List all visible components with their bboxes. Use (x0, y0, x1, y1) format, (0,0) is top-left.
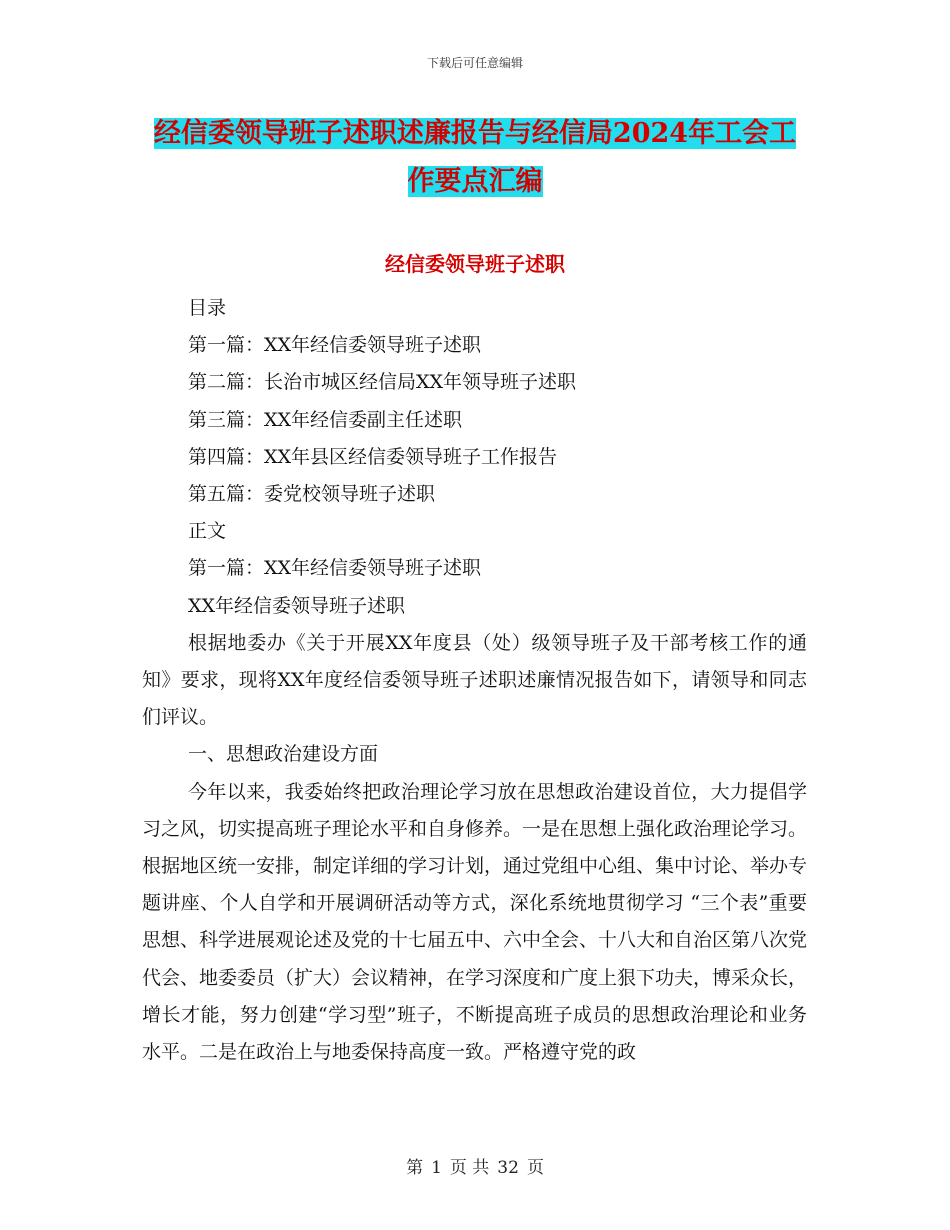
page-number-total: 32 (497, 1158, 519, 1178)
page-footer (0, 1153, 950, 1178)
toc-item: 第四篇：XX年县区经信委领导班子工作报告 (188, 445, 558, 468)
header-note: 下载后可任意编辑 (426, 56, 523, 70)
part-heading: 第一篇：XX年经信委领导班子述职 (188, 557, 482, 580)
toc-item: 第二篇：长治市城区经信局XX年领导班子述职 (188, 371, 577, 394)
paragraph-main: 今年以来，我委始终把政治理论学习放在思想政治建设首位，大力提倡学习之风，切实提高班子理论水平和自身修养。一是在思想上强化政治理论学习。根据地区统一安排，制定详细的学习计划，通过党组中心组、集中讨论、举办专题讲座、个人自学和开展调研活动等方式，深化系统地贯彻学习 “三个表”重要思想、科学进展观论述及党的十七届五中、六中全会、十八大和自治区第八次党代会、地委委员（扩大）会议精神，在学习深度和广度上狠下功夫，博采众长，增长才能，努力创建“学习型”班子，不断提高班子成员的思想政治理论和业务水平。二是在政治上与地委保持高度一致。严格遵守党的政 (142, 780, 808, 1064)
document-title-line-2: 作要点汇编 (407, 166, 543, 197)
part-title: XX年经信委领导班子述职 (188, 594, 406, 617)
document-body (142, 290, 807, 1071)
document-title-line-1: 经信委领导班子述职述廉报告与经信局2024年工会工 (153, 118, 797, 149)
body-heading: 正文 (188, 520, 227, 543)
paragraph-intro: 根据地委办《关于开展XX年度县（处）级领导班子及干部考核工作的通知》要求，现将XX年度经信委领导班子述职述廉情况报告如下，请领导和同志们评议。 (142, 631, 807, 729)
toc-item: 第三篇：XX年经信委副主任述职 (188, 408, 463, 431)
page-label-mid: 页 共 (449, 1158, 490, 1178)
document-title (140, 110, 810, 206)
page-number-current: 1 (431, 1158, 442, 1178)
page-label-prefix: 第 (406, 1158, 424, 1178)
toc-heading: 目录 (188, 297, 227, 319)
subheading: 一、思想政治建设方面 (188, 743, 379, 766)
section-title: 经信委领导班子述职 (385, 252, 565, 276)
toc-item: 第一篇：XX年经信委领导班子述职 (188, 334, 482, 357)
page-label-suffix: 页 (526, 1158, 544, 1178)
toc-item: 第五篇：委党校领导班子述职 (188, 483, 436, 506)
